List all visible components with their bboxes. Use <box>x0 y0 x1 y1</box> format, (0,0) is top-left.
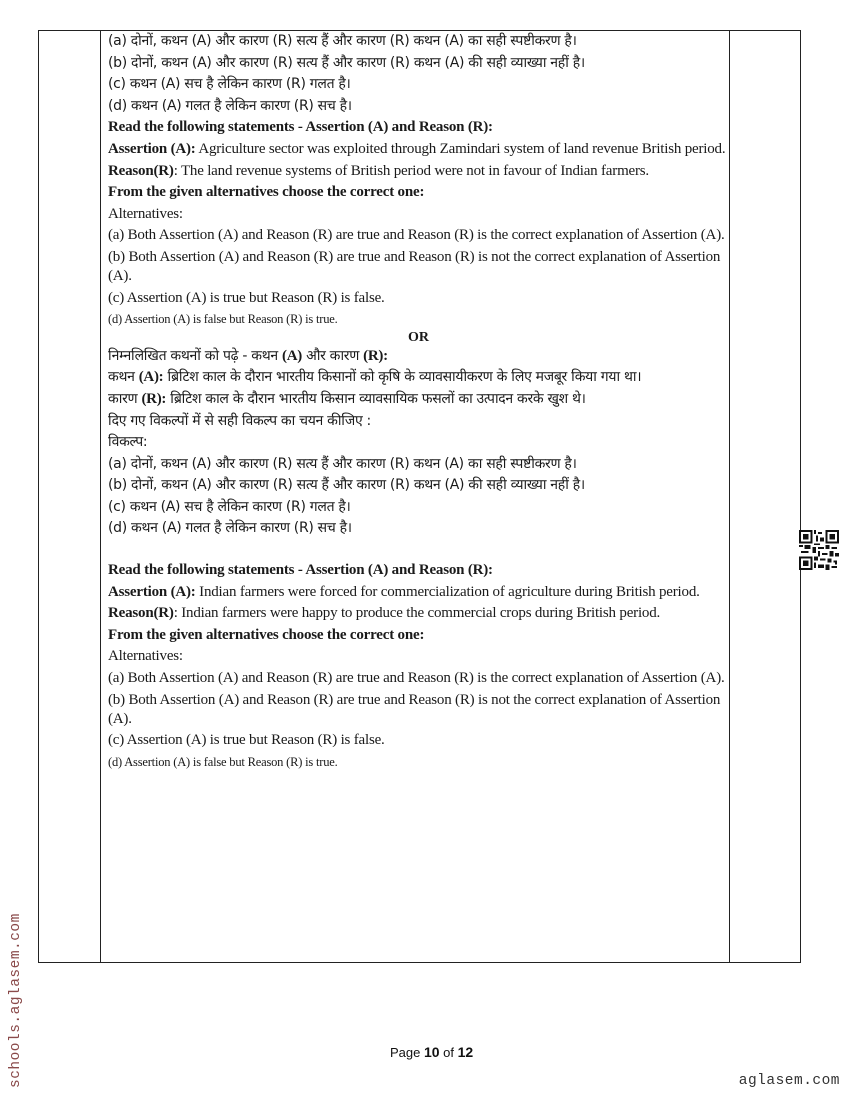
reason-text: : The land revenue systems of British period were not in favour of Indian farmers. <box>173 162 649 179</box>
instruction: From the given alternatives choose the correct one: <box>108 626 425 643</box>
hindi-option-a: (a) दोनों, कथन (A) और कारण (R) सत्य हैं और कारण (R) कथन (A) का सही स्पष्टीकरण है। <box>108 33 577 49</box>
assertion-statement <box>108 583 729 602</box>
hindi-assertion-label-bold: (A): <box>138 369 164 386</box>
of-word: of <box>439 1045 458 1060</box>
assertion-label: Assertion (A): <box>108 140 196 157</box>
hindi-heading-a: (A) <box>282 347 302 364</box>
reason-text: : Indian farmers were happy to produce the commercial crops during British period. <box>173 605 661 622</box>
option-d: (d) Assertion (A) is false but Reason (R) is true. <box>108 312 338 327</box>
hindi-heading-text: निम्नलिखित कथनों को पढ़े - कथन <box>108 347 282 364</box>
hindi-heading-r: (R): <box>363 347 388 364</box>
instruction: From the given alternatives choose the correct one: <box>108 184 425 201</box>
hindi-option-a: (a) दोनों, कथन (A) और कारण (R) सत्य हैं और कारण (R) कथन (A) का सही स्पष्टीकरण है। <box>108 455 577 472</box>
reason-statement <box>108 604 729 623</box>
assertion-text: Agriculture sector was exploited through Zamindari system of land revenue British period. <box>195 140 726 157</box>
question-content-column <box>101 31 730 962</box>
question-table <box>38 30 801 963</box>
option-a: (a) Both Assertion (A) and Reason (R) are true and Reason (R) is the correct explanation of Assertion (A). <box>108 227 725 244</box>
hindi-reason-label-bold: (R): <box>141 390 167 407</box>
hindi-option-d: (d) कथन (A) गलत है लेकिन कारण (R) सच है। <box>108 520 352 537</box>
reason-statement <box>108 162 729 181</box>
hindi-alternatives-label: विकल्प: <box>108 434 148 451</box>
hindi-assertion-statement <box>108 368 729 387</box>
assertion-text: Indian farmers were forced for commercialization of agriculture during British period. <box>195 583 700 600</box>
option-d: (d) Assertion (A) is false but Reason (R) is true. <box>108 754 338 769</box>
hindi-instruction: दिए गए विकल्पों में से सही विकल्प का चयन कीजिए : <box>108 412 371 429</box>
option-a: (a) Both Assertion (A) and Reason (R) are true and Reason (R) is the correct explanation of Assertion (A). <box>108 670 725 687</box>
page-word: Page <box>390 1045 424 1060</box>
option-b: (b) Both Assertion (A) and Reason (R) are true and Reason (R) is not the correct explanation of Assertion (A). <box>108 248 721 284</box>
hindi-assertion-label: कथन <box>108 369 139 386</box>
hindi-question-heading <box>108 347 729 366</box>
alternatives-label: Alternatives: <box>108 205 183 222</box>
hindi-option-b: (b) दोनों, कथन (A) और कारण (R) सत्य हैं और कारण (R) कथन (A) की सही व्याख्या नहीं है। <box>108 477 585 494</box>
total-pages-number: 12 <box>457 1044 474 1060</box>
question-heading: Read the following statements - Assertion (A) and Reason (R): <box>108 562 493 579</box>
option-c: (c) Assertion (A) is true but Reason (R) is false. <box>108 289 385 306</box>
hindi-reason-statement <box>108 390 729 409</box>
question-heading: Read the following statements - Assertion (A) and Reason (R): <box>108 119 493 136</box>
watermark-left: schools.aglasem.com <box>8 913 24 1088</box>
reason-label: Reason(R) <box>108 605 174 622</box>
hindi-reason-label: कारण <box>108 390 142 407</box>
or-separator: OR <box>408 329 429 345</box>
watermark-right: aglasem.com <box>738 1073 840 1089</box>
marks-column <box>730 31 800 962</box>
assertion-label: Assertion (A): <box>108 583 196 600</box>
reason-label: Reason(R) <box>108 162 174 179</box>
current-page-number: 10 <box>423 1044 440 1060</box>
hindi-option-c: (c) कथन (A) सच है लेकिन कारण (R) गलत है। <box>108 498 351 515</box>
hindi-heading-mid: और कारण <box>301 347 364 364</box>
option-b: (b) Both Assertion (A) and Reason (R) are true and Reason (R) is not the correct explanation of Assertion (A). <box>108 691 721 727</box>
qr-code-icon <box>799 530 839 570</box>
alternatives-label: Alternatives: <box>108 648 183 665</box>
hindi-assertion-text: ब्रिटिश काल के दौरान भारतीय किसानों को कृषि के व्यावसायीकरण के लिए मजबूर किया गया था। <box>163 369 642 386</box>
spacer <box>108 541 729 561</box>
hindi-option-d: (d) कथन (A) गलत है लेकिन कारण (R) सच है। <box>108 97 352 114</box>
hindi-option-c: (c) कथन (A) सच है लेकिन कारण (R) गलत है। <box>108 76 351 93</box>
hindi-reason-text: ब्रिटिश काल के दौरान भारतीय किसान व्यावसायिक फसलों का उत्पादन करके खुश थे। <box>166 390 586 407</box>
assertion-statement <box>108 140 729 159</box>
page-number-footer <box>390 1044 473 1060</box>
hindi-option-b: (b) दोनों, कथन (A) और कारण (R) सत्य हैं और कारण (R) कथन (A) की सही व्याख्या नहीं है। <box>108 54 585 71</box>
option-c: (c) Assertion (A) is true but Reason (R) is false. <box>108 732 385 749</box>
question-number-column <box>39 31 101 962</box>
